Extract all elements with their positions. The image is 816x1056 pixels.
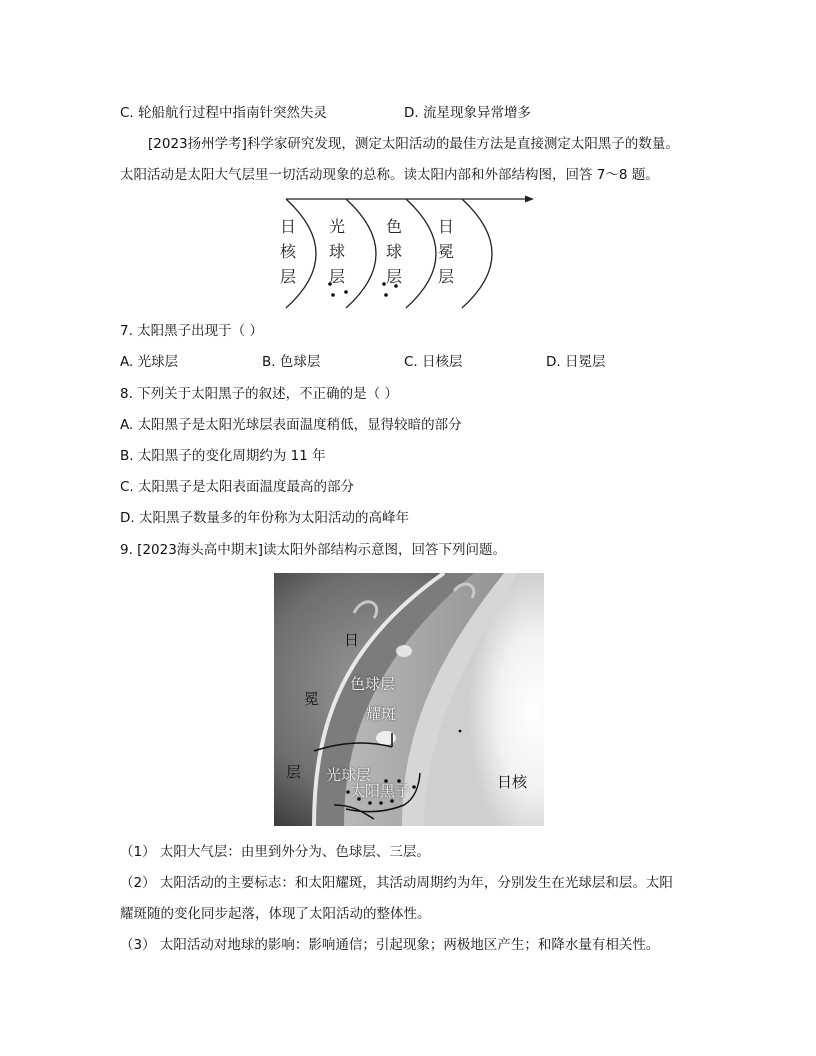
q6-option-d: D. 流星现象异常增多 [404, 105, 531, 121]
q7-option-b: B. 色球层 [262, 354, 321, 370]
q7-option-a: A. 光球层 [120, 354, 179, 370]
label-chromosphere-fig: 色球层 [350, 675, 396, 693]
q9-sub-1: （1） 太阳大气层：由里到外分为、色球层、三层。 [120, 844, 430, 860]
label-chromosphere: 色球层 [385, 217, 402, 286]
label-core-layer: 日核层 [279, 217, 296, 286]
label-sunspot: 太阳黑子 [350, 782, 411, 800]
q9-sub-3: （3） 太阳活动对地球的影响：影响通信；引起现象；两极地区产生；和降水量有相关性。 [120, 937, 660, 953]
intro-line-1: [2023扬州学考]科学家研究发现，测定太阳活动的最佳方法是直接测定太阳黑子的数量。 [148, 136, 679, 152]
sun-external-structure-figure [274, 573, 544, 826]
q8-option-d: D. 太阳黑子数量多的年份称为太阳活动的高峰年 [120, 510, 409, 526]
q8-option-c: C. 太阳黑子是太阳表面温度最高的部分 [120, 479, 355, 495]
label-corona: 日冕层 [437, 217, 454, 286]
q8-option-b: B. 太阳黑子的变化周期约为 11 年 [120, 448, 326, 464]
q8-option-a: A. 太阳黑子是太阳光球层表面温度稍低，显得较暗的部分 [120, 417, 462, 433]
intro-line-2: 太阳活动是太阳大气层里一切活动现象的总称。读太阳内部和外部结构图，回答 7～8 题。 [120, 167, 659, 183]
q7-option-d: D. 日冕层 [546, 354, 606, 370]
sun-structure-lines [276, 194, 540, 314]
label-corona-ri: 日 [344, 631, 360, 649]
label-corona-mian: 冕 [304, 690, 320, 708]
label-photosphere-fig: 光球层 [326, 766, 372, 784]
sun-structure-diagram [276, 194, 540, 314]
q6-option-c: C. 轮船航行过程中指南针突然失灵 [120, 105, 328, 121]
label-flare: 耀斑 [366, 705, 397, 723]
q9-sub-2-cont: 耀斑随的变化同步起落，体现了太阳活动的整体性。 [120, 906, 431, 922]
label-photosphere: 光球层 [328, 217, 345, 286]
label-corona-ceng: 层 [286, 763, 302, 781]
label-core-fig: 日核 [497, 773, 528, 791]
q9-stem: 9. [2023海头高中期末]读太阳外部结构示意图，回答下列问题。 [120, 542, 507, 558]
q7-stem: 7. 太阳黑子出现于（ ） [120, 323, 263, 339]
q9-sub-2: （2） 太阳活动的主要标志：和太阳耀斑，其活动周期约为年，分别发生在光球层和层。太阳 [120, 875, 673, 891]
q8-stem: 8. 下列关于太阳黑子的叙述，不正确的是（ ） [120, 386, 398, 402]
q7-option-c: C. 日核层 [404, 354, 463, 370]
